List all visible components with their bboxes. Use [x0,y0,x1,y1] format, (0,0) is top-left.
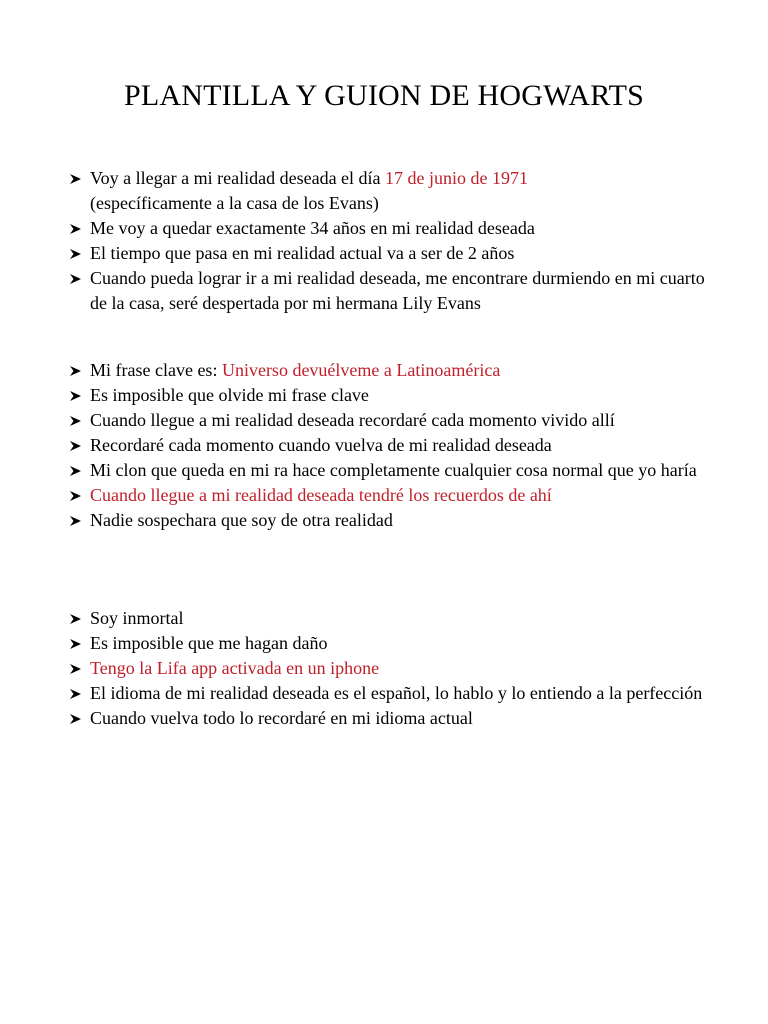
list-item [68,631,718,656]
item-highlight-text: Cuando llegue a mi realidad deseada tendré los recuerdos de ahí [90,485,552,505]
item-text: Cuando pueda lograr ir a mi realidad deseada, me encontrare durmiendo en mi cuarto de la casa, seré despertada por mi hermana Lily Evans [90,268,705,313]
item-text: Mi frase clave es: [90,360,222,380]
arrowhead-bullet-icon [68,166,84,191]
list-item [68,458,718,483]
list-item [68,606,718,631]
list-item [68,408,718,433]
list-item [68,433,718,458]
arrowhead-bullet-icon [68,433,84,458]
list-item [68,358,718,383]
list-item [68,241,718,266]
item-text: Es imposible que olvide mi frase clave [90,385,369,405]
item-text: Cuando vuelva todo lo recordaré en mi idioma actual [90,708,473,728]
list-item [68,216,718,241]
item-highlight-text: Tengo la Lifa app activada en un iphone [90,658,380,678]
list-item [68,483,718,508]
arrowhead-bullet-icon [68,681,84,706]
list-item [68,383,718,408]
arrowhead-bullet-icon [68,408,84,433]
arrowhead-bullet-icon [68,358,84,383]
item-text: Voy a llegar a mi realidad deseada el día [90,168,386,188]
arrowhead-bullet-icon [68,508,84,533]
item-text: Nadie sospechara que soy de otra realidad [90,510,393,530]
list-item [68,266,718,316]
list-item [68,166,718,216]
arrowhead-bullet-icon [68,656,84,681]
item-continuation-text: (específicamente a la casa de los Evans) [90,193,379,213]
list-item [68,508,718,533]
item-text: Soy inmortal [90,608,184,628]
item-text: Recordaré cada momento cuando vuelva de mi realidad deseada [90,435,552,455]
arrowhead-bullet-icon [68,216,84,241]
bullet-list-group-2 [68,358,718,533]
arrowhead-bullet-icon [68,458,84,483]
item-text: Mi clon que queda en mi ra hace completamente cualquier cosa normal que yo haría [90,460,697,480]
page-title: PLANTILLA Y GUION DE HOGWARTS [123,79,645,112]
list-item [68,681,718,706]
list-item [68,706,718,731]
arrowhead-bullet-icon [68,706,84,731]
item-highlight-text: 17 de junio de 1971 [385,168,529,188]
arrowhead-bullet-icon [68,631,84,656]
item-text: Es imposible que me hagan daño [90,633,328,653]
item-text: Me voy a quedar exactamente 34 años en mi realidad deseada [90,218,535,238]
bullet-list-group-3 [68,606,718,731]
arrowhead-bullet-icon [68,483,84,508]
arrowhead-bullet-icon [68,266,84,291]
item-text: Cuando llegue a mi realidad deseada recordaré cada momento vivido allí [90,410,615,430]
bullet-list-group-1 [68,166,718,316]
item-highlight-text: Universo devuélveme a Latinoamérica [221,360,501,380]
arrowhead-bullet-icon [68,606,84,631]
list-item [68,656,718,681]
arrowhead-bullet-icon [68,241,84,266]
item-text: El tiempo que pasa en mi realidad actual va a ser de 2 años [90,243,515,263]
arrowhead-bullet-icon [68,383,84,408]
item-text: El idioma de mi realidad deseada es el español, lo hablo y lo entiendo a la perfección [90,683,703,703]
